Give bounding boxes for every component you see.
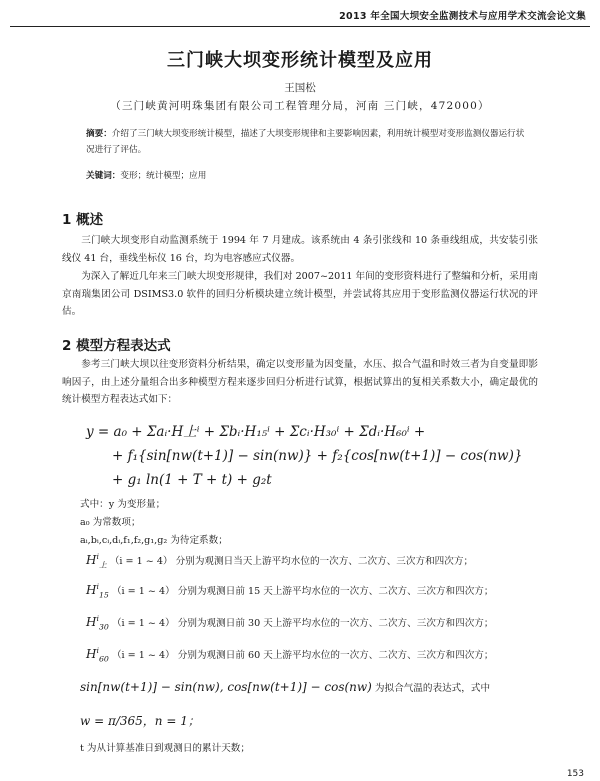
page-number: 153 [566, 769, 584, 779]
paper-title: 三门峡大坝变形统计模型及应用 [167, 50, 433, 71]
symbol-h15: $H^i_{15}$ [86, 582, 109, 600]
equation-line-2: + f₁{sin[nw(t+1)] − sin(nw)} + f₂{cos[nw(t+1)] − cos(nw)} [112, 448, 523, 464]
definition-text: 分别为观测日当天上游平均水位的一次方、二次方、三次方和四次方； [175, 556, 474, 567]
equation-line-1: y = a₀ + Σaᵢ·H上ⁱ + Σbᵢ·H₁₅ⁱ + Σcᵢ·H₃₀ⁱ + Σdᵢ·H₆₀ⁱ + [86, 424, 426, 440]
section-heading-2: 2 模型方程表达式 [62, 338, 171, 354]
symbol-h60: $H^i_{60}$ [86, 646, 109, 664]
w-definition [80, 712, 200, 729]
keywords-label: 关键词： [86, 171, 121, 181]
paper-affiliation: （三门峡黄河明珠集团有限公司工程管理分局，河南 三门峡，472000） [110, 100, 490, 112]
equation-line-3: + g₁ ln(1 + T + t) + g₂t [112, 472, 272, 488]
definition-h-up [86, 552, 473, 570]
definition-text: 分别为观测日前 15 天上游平均水位的一次方、二次方、三次方和四次方； [177, 586, 494, 597]
abstract-label: 摘要： [86, 129, 112, 139]
definition-h15 [86, 582, 493, 599]
running-title: 2013 年全国大坝安全监测技术与应用学术交流会论文集 [339, 11, 586, 22]
section1-paragraph-2: 为深入了解近几年来三门峡大坝变形规律，我们对 2007~2011 年间的变形资料进行了整编和分析，采用南京南瑞集团公司 DSIMS3.0 软件的回归分析模块建立统计模型，并尝试将其应用于变形监测仪器运行状况的评估。 [62, 271, 538, 317]
temperature-description: 为拟合气温的表达式，式中 [374, 683, 491, 694]
definition-range: （i = 1 ~ 4） [111, 650, 175, 661]
abstract [86, 126, 526, 158]
header-rule [10, 26, 590, 27]
symbol-h-up: $H^i_上$ [86, 552, 107, 570]
t-definition: t 为从计算基准日到观测日的累计天数； [80, 743, 250, 754]
section1-paragraph-1: 三门峡大坝变形自动监测系统于 1994 年 7 月建成。该系统由 4 条引张线和 10 条垂线组成，共安装引张线仪 41 台，垂线坐标仪 16 台，均为电容感应式仪器。 [62, 235, 538, 264]
where-y: 式中：y 为变形量； [80, 499, 166, 510]
paper-author: 王国松 [284, 82, 316, 94]
definition-text: 分别为观测日前 60 天上游平均水位的一次方、二次方、三次方和四次方； [177, 650, 494, 661]
definition-text: 分别为观测日前 30 天上游平均水位的一次方、二次方、三次方和四次方； [177, 618, 494, 629]
where-a0: a₀ 为常数项； [80, 517, 141, 528]
definition-h60 [86, 646, 493, 663]
abstract-text: 介绍了三门峡大坝变形统计模型，描述了大坝变形规律和主要影响因素，利用统计模型对变形监测仪器运行状况进行了评估。 [86, 129, 525, 155]
temperature-expression [80, 680, 490, 694]
where-coefficients: aᵢ,bᵢ,cᵢ,dᵢ,f₁,f₂,g₁,g₂ 为待定系数； [80, 535, 228, 546]
section2-paragraph-1: 参考三门峡大坝以往变形资料分析结果，确定以变形量为因变量，水压、拟合气温和时效三者为自变量即影响因子，由上述分量组合出多种模型方程来逐步回归分析进行试算，根据试算出的复相关系数大小，确定最优的统计模型方程表达式如下： [62, 359, 538, 405]
w-definition-text: w = π/365，n = 1； [80, 714, 200, 728]
temperature-formula: sin[nw(t+1)] − sin(nw), cos[nw(t+1)] − cos(nw) [80, 680, 372, 694]
symbol-h30: $H^i_{30}$ [86, 614, 109, 632]
definition-range: （i = 1 ~ 4） [109, 556, 173, 567]
keywords [86, 168, 526, 184]
section-heading-1: 1 概述 [62, 212, 104, 228]
definition-h30 [86, 614, 493, 631]
definition-range: （i = 1 ~ 4） [111, 586, 175, 597]
keywords-text: 变形；统计模型；应用 [120, 171, 207, 181]
definition-range: （i = 1 ~ 4） [111, 618, 175, 629]
